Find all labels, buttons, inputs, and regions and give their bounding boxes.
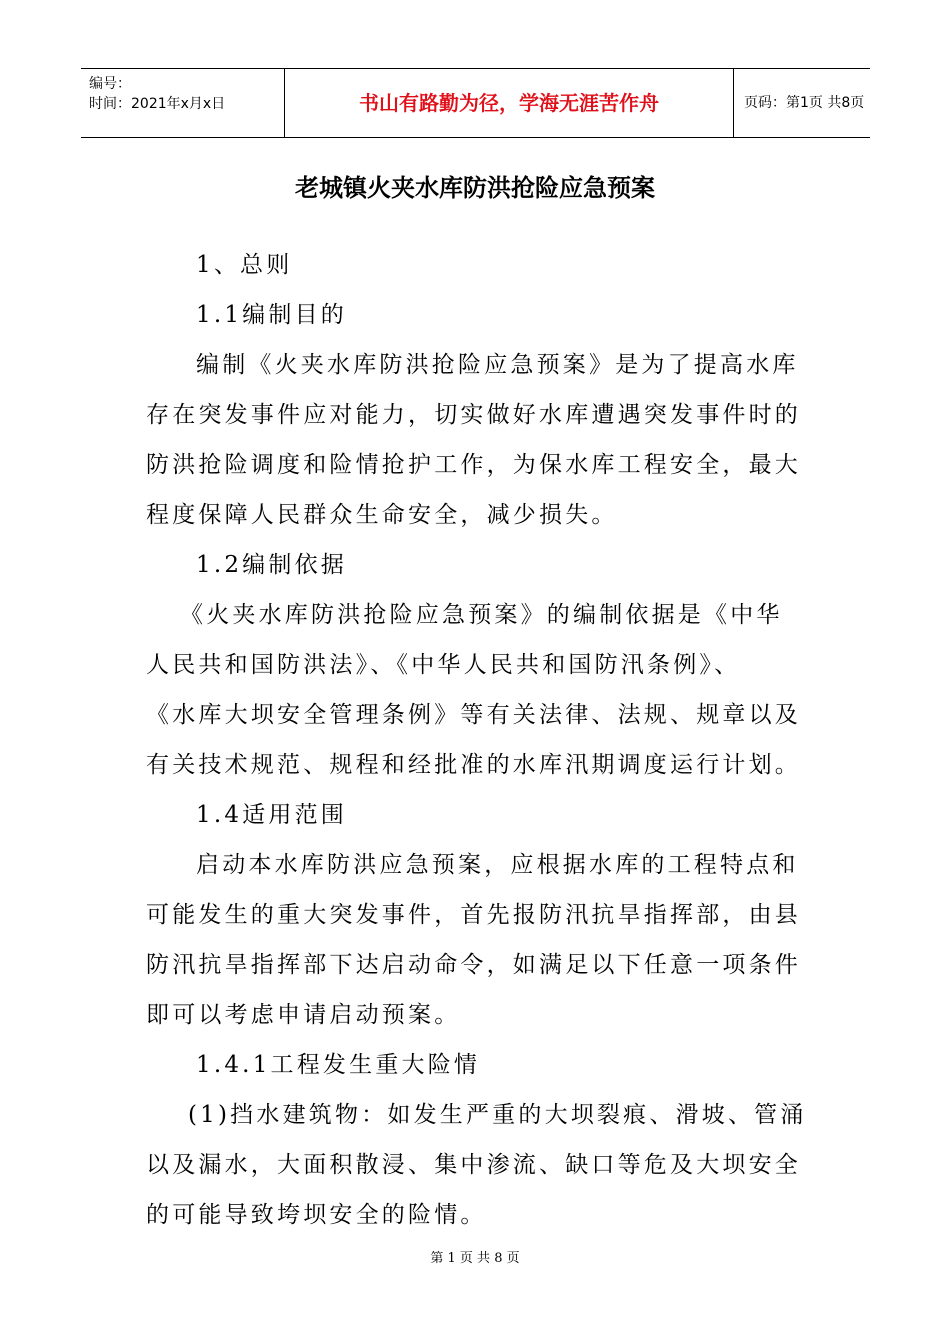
text-line: 《水库大坝安全管理条例》等有关法律、法规、规章以及 [146, 702, 801, 728]
header-table [81, 68, 870, 138]
text-line: 以及漏水，大面积散浸、集中渗流、缺口等危及大坝安全 [146, 1152, 801, 1178]
time-label: 时间：2021年x月x日 [89, 96, 226, 112]
text-line: 的可能导致垮坝安全的险情。 [146, 1202, 487, 1228]
text-line: 有关技术规范、规程和经批准的水库汛期调度运行计划。 [146, 752, 801, 778]
section-heading: 1.1编制目的 [196, 302, 347, 328]
section-heading: 1.2编制依据 [196, 552, 347, 578]
text-line: 程度保障人民群众生命安全，减少损失。 [146, 502, 618, 528]
text-line: 启动本水库防洪应急预案，应根据水库的工程特点和 [196, 852, 799, 878]
text-line: 人民共和国防洪法》、《中华人民共和国防汛条例》、 [146, 652, 741, 678]
text-line: 防汛抗旱指挥部下达启动命令，如满足以下任意一项条件 [146, 952, 801, 978]
motto: 书山有路勤为径，学海无涯苦作舟 [285, 69, 734, 137]
number-label: 编号： [89, 76, 131, 92]
section-heading: 1.4.1工程发生重大险情 [196, 1052, 481, 1078]
header-left-cell [81, 69, 285, 137]
page-footer: 第 1 页 共 8 页 [430, 1251, 520, 1266]
section-heading: 1.4适用范围 [196, 802, 347, 828]
page-info: 页码：第1页 共8页 [744, 95, 865, 111]
text-line: 《火夹水库防洪抢险应急预案》的编制依据是《中华 [180, 602, 783, 628]
text-line: 防洪抢险调度和险情抢护工作，为保水库工程安全，最大 [146, 452, 801, 478]
text-line: (1)挡水建筑物：如发生严重的大坝裂痕、滑坡、管涌 [188, 1102, 807, 1128]
section-heading: 1、总则 [196, 252, 293, 278]
text-line: 可能发生的重大突发事件，首先报防汛抗旱指挥部，由县 [146, 902, 801, 928]
document-title: 老城镇火夹水库防洪抢险应急预案 [295, 174, 655, 202]
text-line: 存在突发事件应对能力，切实做好水库遭遇突发事件时的 [146, 402, 801, 428]
text-line: 即可以考虑申请启动预案。 [146, 1002, 461, 1028]
text-line: 编制《火夹水库防洪抢险应急预案》是为了提高水库 [196, 352, 799, 378]
